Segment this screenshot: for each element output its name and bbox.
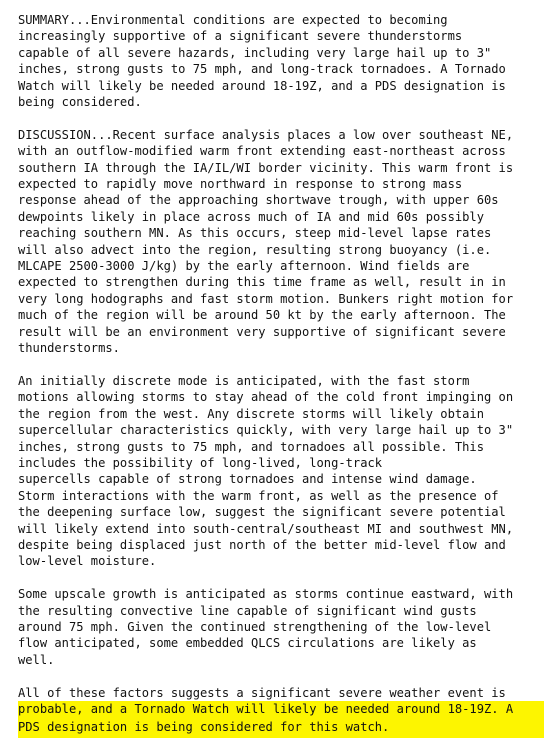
highlighted-text-line: PDS designation is being considered for this watch.	[18, 719, 544, 737]
text-line: An initially discrete mode is anticipated, with the fast storm	[18, 373, 470, 388]
text-line: flow anticipated, some embedded QLCS circulations are likely as	[18, 636, 477, 651]
text-line: with an outflow-modified warm front extending east-northeast across	[18, 144, 506, 159]
text-line: motions allowing storms to stay ahead of the cold front impinging on	[18, 390, 514, 405]
conclusion-paragraph	[18, 685, 544, 738]
text-line: Watch will likely be needed around 18-19Z, and a PDS designation is	[18, 78, 506, 93]
text-line: thunderstorms.	[18, 341, 120, 356]
text-line: the resulting convective line capable of significant wind gusts	[18, 603, 477, 618]
text-line: being considered.	[18, 95, 142, 110]
text-line: inches, strong gusts to 75 mph, and tornadoes all possible. This	[18, 439, 484, 454]
text-line: much of the region will be around 50 kt by the early afternoon. The	[18, 308, 506, 323]
text-line: All of these factors suggests a significant severe weather event is	[18, 685, 506, 700]
text-line: well.	[18, 652, 55, 667]
text-line: will also advect into the region, resulting strong buoyancy (i.e.	[18, 242, 492, 257]
text-line: capable of all severe hazards, including very large hail up to 3"	[18, 45, 492, 60]
text-line: SUMMARY...Environmental conditions are expected to becoming	[18, 13, 448, 27]
text-line: will likely extend into south-central/southeast MI and southwest MN,	[18, 521, 514, 536]
text-line: very long hodographs and fast storm motion. Bunkers right motion for	[18, 291, 514, 306]
highlighted-text-line: probable, and a Tornado Watch will likely be needed around 18-19Z. A	[18, 701, 544, 719]
text-line: Some upscale growth is anticipated as storms continue eastward, with	[18, 587, 514, 602]
text-line: the region from the west. Any discrete storms will likely obtain	[18, 406, 484, 421]
text-line: response ahead of the approaching shortwave trough, with upper 60s	[18, 193, 499, 208]
discussion-document	[18, 12, 544, 754]
summary-paragraph	[18, 12, 544, 110]
text-line: around 75 mph. Given the continued strengthening of the low-level	[18, 619, 492, 634]
text-line: MLCAPE 2500-3000 J/kg) by the early afternoon. Wind fields are	[18, 259, 470, 274]
text-line: the deepening surface low, suggest the significant severe potential	[18, 505, 506, 520]
discussion-paragraph	[18, 127, 544, 357]
text-line: supercellular characteristics quickly, with very large hail up to 3"	[18, 423, 514, 438]
text-line: dewpoints likely in place across much of IA and mid 60s possibly	[18, 209, 484, 224]
text-line: expected to strengthen during this time frame as well, result in in	[18, 275, 506, 290]
text-line: result will be an environment very supportive of significant severe	[18, 324, 506, 339]
text-line: expected to rapidly move northward in response to strong mass	[18, 177, 463, 192]
text-line: Storm interactions with the warm front, as well as the presence of	[18, 488, 499, 503]
text-line: includes the possibility of long-lived, long-track	[18, 455, 383, 470]
storm-mode-paragraph	[18, 373, 544, 570]
text-line: supercells capable of strong tornadoes and intense wind damage.	[18, 472, 477, 487]
text-line: despite being displaced just north of the better mid-level flow and	[18, 537, 506, 552]
text-line: increasingly supportive of a significant severe thunderstorms	[18, 29, 463, 44]
text-line: inches, strong gusts to 75 mph, and long-track tornadoes. A Tornado	[18, 62, 506, 77]
text-line: DISCUSSION...Recent surface analysis places a low over southeast NE,	[18, 127, 514, 142]
text-line: southern IA through the IA/IL/WI border vicinity. This warm front is	[18, 160, 514, 175]
text-line: low-level moisture.	[18, 554, 157, 569]
text-line: reaching southern MN. As this occurs, steep mid-level lapse rates	[18, 226, 492, 241]
upscale-growth-paragraph	[18, 586, 544, 668]
